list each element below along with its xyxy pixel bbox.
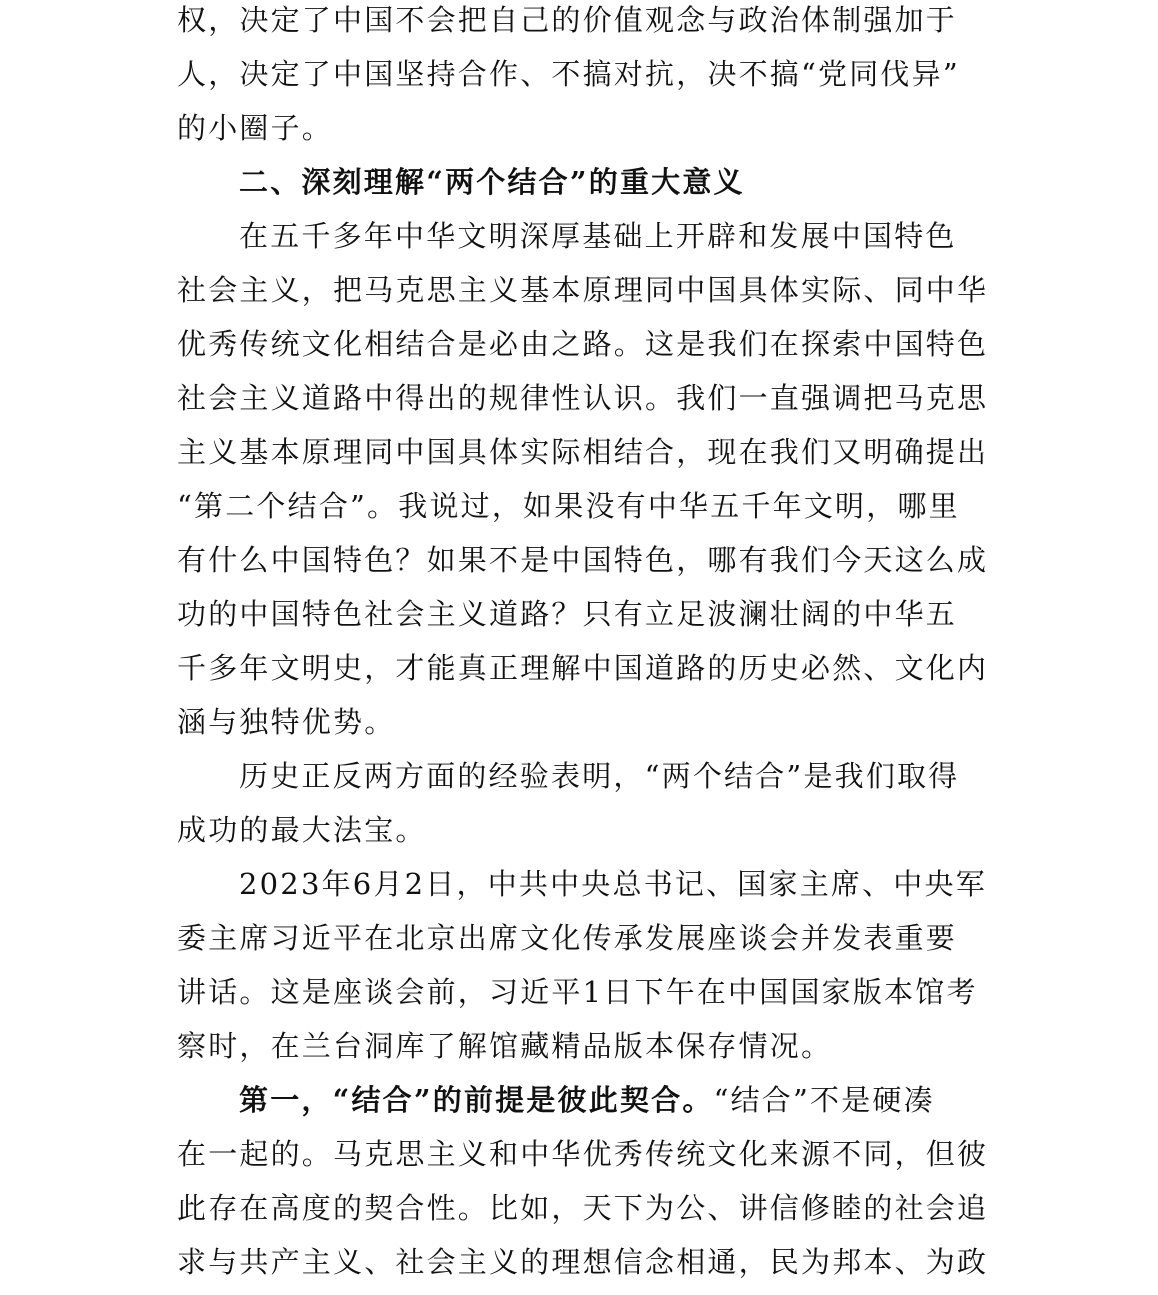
text-line: 人，决定了中国坚持合作、不搞对抗，决不搞“党同伐异” <box>177 57 960 91</box>
text-line: 历史正反两方面的经验表明，“两个结合”是我们取得 <box>239 759 960 793</box>
text-line: 社会主义，把马克思主义基本原理同中国具体实际、同中华 <box>177 273 989 307</box>
text-line: 察时，在兰台洞库了解馆藏精品版本保存情况。 <box>177 1029 833 1063</box>
section-heading: 二、深刻理解“两个结合”的重大意义 <box>239 165 745 199</box>
text-line: 优秀传统文化相结合是必由之路。这是我们在探索中国特色 <box>177 327 989 361</box>
text-line: 涵与独特优势。 <box>177 705 396 739</box>
text-line: 社会主义道路中得出的规律性认识。我们一直强调把马克思 <box>177 381 989 415</box>
text-line: 千多年文明史，才能真正理解中国道路的历史必然、文化内 <box>177 651 989 685</box>
text-line: 有什么中国特色？如果不是中国特色，哪有我们今天这么成 <box>177 543 989 577</box>
text-line <box>239 1073 935 1127</box>
text-line: 求与共产主义、社会主义的理想信念相通，民为邦本、为政 <box>177 1245 989 1279</box>
bold-lead-phrase: 第一，“结合”的前提是彼此契合。 <box>239 1083 714 1117</box>
text-line: 主义基本原理同中国具体实际相结合，现在我们又明确提出 <box>177 435 989 469</box>
text-line: 权，决定了中国不会把自己的价值观念与政治体制强加于 <box>177 3 958 37</box>
text-line: 的小圈子。 <box>177 111 334 145</box>
text-line: “第二个结合”。我说过，如果没有中华五千年文明，哪里 <box>177 489 960 523</box>
text-segment: “结合”不是硬凑 <box>713 1083 935 1117</box>
text-line: 在一起的。马克思主义和中华优秀传统文化来源不同，但彼 <box>177 1137 989 1171</box>
text-line: 委主席习近平在北京出席文化传承发展座谈会并发表重要 <box>177 921 958 955</box>
text-line: 此存在高度的契合性。比如，天下为公、讲信修睦的社会追 <box>177 1191 989 1225</box>
text-line: 在五千多年中华文明深厚基础上开辟和发展中国特色 <box>239 219 957 253</box>
text-line: 功的中国特色社会主义道路？只有立足波澜壮阔的中华五 <box>177 597 958 631</box>
text-line: 讲话。这是座谈会前，习近平1日下午在中国国家版本馆考 <box>177 975 978 1009</box>
text-line: 成功的最大法宝。 <box>177 813 427 847</box>
text-line: 2023年6月2日，中共中央总书记、国家主席、中央军 <box>239 867 987 901</box>
